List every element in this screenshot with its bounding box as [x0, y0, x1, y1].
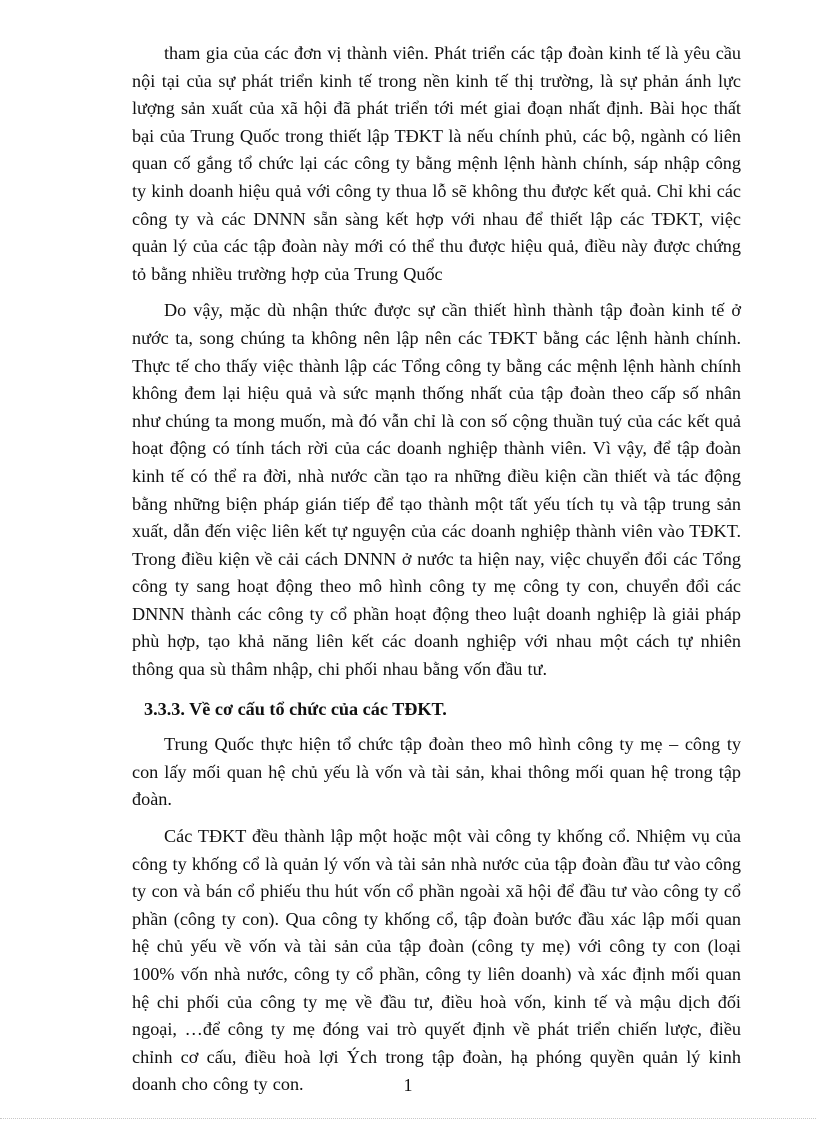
document-body — [132, 40, 741, 1099]
paragraph-2: Do vậy, mặc dù nhận thức được sự cần thiết hình thành tập đoàn kinh tế ở nước ta, song chúng ta không nên lập nên các TĐKT bằng các lệnh hành chính. Thực tế cho thấy việc thành lập các Tổng công ty bằng các mệnh lệnh hành chính không đem lại hiệu quả và sức mạnh thống nhất của tập đoàn theo cấp số nhân như chúng ta mong muốn, mà đó vẫn chỉ là con số cộng thuần tuý của các kết quả hoạt động có tính tách rời của các doanh nghiệp thành viên. Vì vậy, để tập đoàn kinh tế có thể ra đời, nhà nước cần tạo ra những điều kiện cần thiết và tác động bằng những biện pháp gián tiếp để tạo thành một tất yếu tích tụ và tập trung sản xuất, dẫn đến việc liên kết tự nguyện của các doanh nghiệp thành viên vào TĐKT. Trong điều kiện về cải cách DNNN ở nước ta hiện nay, việc chuyển đổi các Tổng công ty sang hoạt động theo mô hình công ty mẹ công ty con, chuyển đổi các DNNN thành các công ty cổ phần hoạt động theo luật doanh nghiệp là giải pháp phù hợp, tạo khả năng liên kết các doanh nghiệp với nhau một cách tự nhiên thông qua sù thâm nhập, chi phối nhau bằng vốn đầu tư. — [132, 300, 741, 680]
paragraph-1: tham gia của các đơn vị thành viên. Phát triển các tập đoàn kinh tế là yêu cầu nội tại của sự phát triển kinh tế trong nền kinh tế thị trường, là sự phản ánh lực lượng sản xuất của xã hội đã phát triển tới mét giai đoạn nhất định. Bài học thất bại của Trung Quốc trong thiết lập TĐKT là nếu chính phủ, các bộ, ngành có liên quan cố gắng tổ chức lại các công ty bằng mệnh lệnh hành chính, sáp nhập công ty kinh doanh hiệu quả với công ty thua lỗ sẽ không thu được kết quả. Chỉ khi các công ty và các DNNN sẵn sàng kết hợp với nhau để thiết lập các TĐKT, việc quản lý của các tập đoàn này mới có thể thu được hiệu quả, điều này được chứng tỏ bằng nhiều trường hợp của Trung Quốc — [132, 43, 741, 284]
section-heading: 3.3.3. Về cơ cấu tổ chức của các TĐKT. — [144, 698, 447, 719]
page-bottom-divider — [0, 1118, 816, 1119]
paragraph-4: Các TĐKT đều thành lập một hoặc một vài công ty khống cổ. Nhiệm vụ của công ty khống cổ là quản lý vốn và tài sản nhà nước của tập đoàn đầu tư vào công ty con và bán cổ phiếu thu hút vốn cổ phần ngoài xã hội để đầu tư vào công ty cổ phần (công ty con). Qua công ty khống cổ, tập đoàn bước đầu xác lập mối quan hệ chủ yếu về vốn và tài sản của tập đoàn (công ty mẹ) với công ty con (loại 100% vốn nhà nước, công ty cổ phần, công ty liên doanh) và xác định mối quan hệ chi phối của công ty mẹ về đầu tư, điều hoà vốn, kinh tế và mậu dịch đối ngoại, …để công ty mẹ đóng vai trò quyết định về phát triển chiến lược, điều chỉnh cơ cấu, điều hoà lợi Ých trong tập đoàn, hạ phóng quyền quản lý kinh doanh cho công ty con. — [132, 826, 741, 1095]
page-number: 1 — [403, 1075, 413, 1095]
paragraph-3: Trung Quốc thực hiện tổ chức tập đoàn theo mô hình công ty mẹ – công ty con lấy mối quan hệ chủ yếu là vốn và tài sản, khai thông mối quan hệ trong tập đoàn. — [132, 734, 741, 810]
